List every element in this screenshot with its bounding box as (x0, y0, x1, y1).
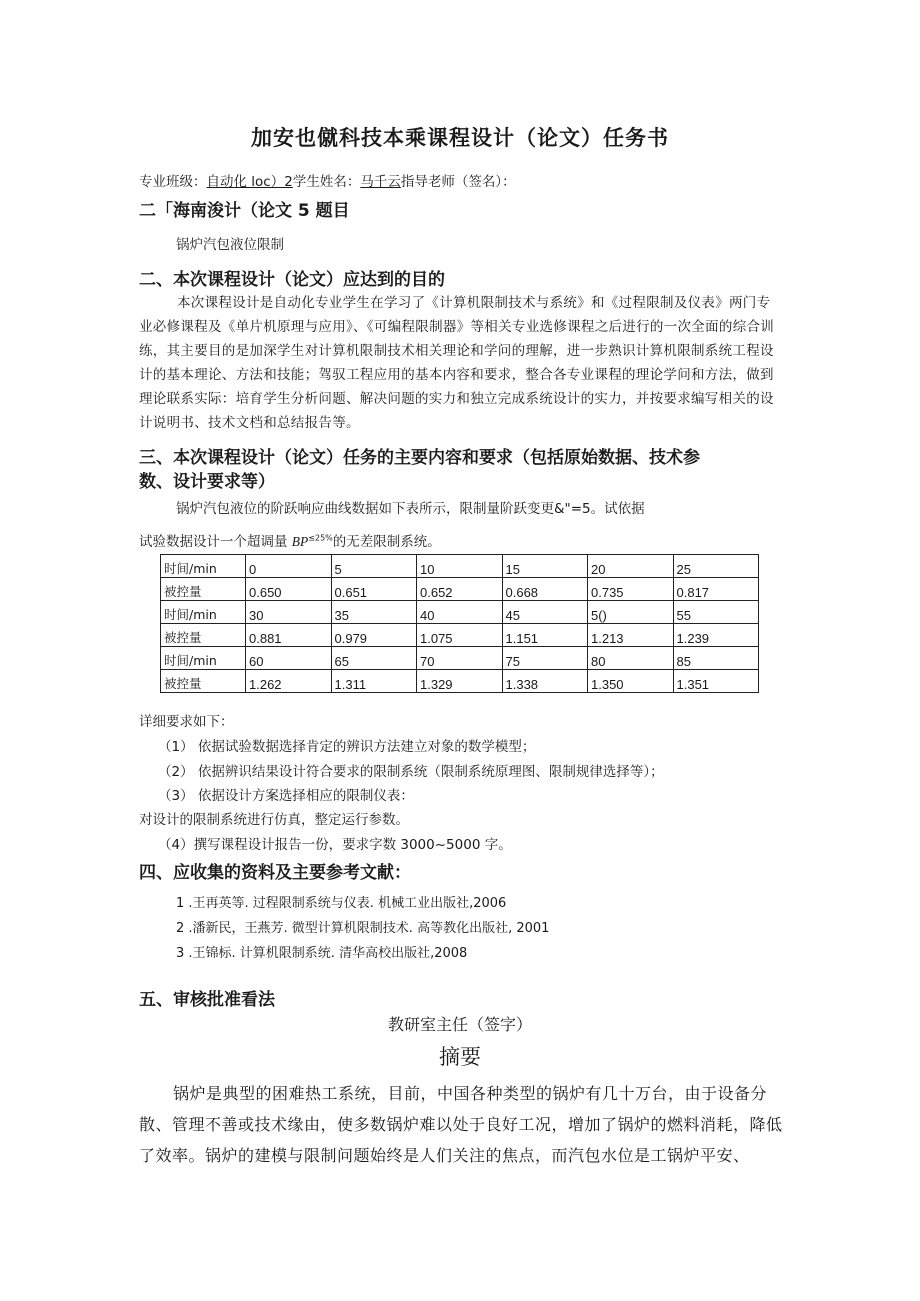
table-cell: 35 (331, 601, 417, 624)
table-cell: 0.668 (502, 578, 588, 601)
teacher-label: 指导老师（签名）： (400, 174, 516, 190)
table-cell: 80 (588, 647, 674, 670)
table-cell: 25 (673, 555, 759, 578)
table-cell: 30 (246, 601, 332, 624)
section5-heading: 五、审核批准看法 (139, 990, 275, 1010)
table-cell: 1.239 (673, 624, 759, 647)
requirements-title: 详细要求如下： (139, 714, 234, 730)
table-cell: 1.338 (502, 670, 588, 693)
table-cell: 1.351 (673, 670, 759, 693)
step-response-table (160, 554, 759, 693)
overshoot-limit: ≤25% (308, 533, 333, 543)
requirement-1: （1） 依据试验数据选择肯定的辨识方法建立对象的数学模型； (158, 739, 536, 755)
intro-text-b: 的无差限制系统。 (332, 534, 441, 550)
section2-paragraph-text: 本次课程设计是自动化专业学生在学习了《计算机限制技术与系统》和《过程限制及仪表》两门专业必修课程及《单片机原理与应用》、《可编程限制器》等相关专业选修课程之后进行的一次全面的综合训练，其主要目的是加深学生对计算机限制技术相关理论和学问的理解，进一步熟识计算机限制系统工程设计的基本理论、方法和技能；驾驭工程应用的基本内容和要求，整合各专业课程的理论学问和方法，做到理论联系实际：培育学生分析问题、解决问题的实力和独立完成系统设计的实力，并按要求编写相关的设计说明书、技术文档和总结报告等。 (139, 295, 775, 431)
table-row-header: 时间/min (161, 555, 246, 578)
reference-item: 3 .王锦标. 计算机限制系统. 清华高校出版社,2008 (176, 946, 468, 961)
table-cell: 1.329 (417, 670, 503, 693)
table-cell: 0.979 (331, 624, 417, 647)
section3-heading-line1: 三、本次课程设计（论文）任务的主要内容和要求（包括原始数据、技术参 (139, 448, 700, 468)
overshoot-symbol: BP (291, 534, 309, 549)
table-cell: 70 (417, 647, 503, 670)
reference-item: 2 .潘新民，王燕芳. 微型计算机限制技术. 高等教化出版社, 2001 (176, 921, 550, 936)
table-cell: 20 (588, 555, 674, 578)
table-cell: 40 (417, 601, 503, 624)
section2-heading: 二、本次课程设计（论文）应达到的目的 (139, 270, 445, 290)
table-row-header: 被控量 (161, 624, 246, 647)
table-cell: 1.075 (417, 624, 503, 647)
table-cell: 15 (502, 555, 588, 578)
table-cell: 0.817 (673, 578, 759, 601)
document-title: 加安也僦科技本乘课程设计（论文）任务书 (251, 126, 669, 150)
table-cell: 1.350 (588, 670, 674, 693)
table-cell: 55 (673, 601, 759, 624)
table-cell: 85 (673, 647, 759, 670)
table-row (161, 670, 759, 693)
table-row-header: 被控量 (161, 578, 246, 601)
table-cell: 65 (331, 647, 417, 670)
table-cell: 1.262 (246, 670, 332, 693)
requirement-3-continued: 对设计的限制系统进行仿真，整定运行参数。 (139, 812, 409, 828)
signature-line: 教研室主任（签字） (387, 1015, 532, 1034)
class-label: 专业班级： (139, 174, 207, 190)
section1-content: 锅炉汽包液位限制 (176, 237, 284, 253)
intro-text-a: 试验数据设计一个超调量 (139, 534, 292, 550)
requirement-3: （3） 依据设计方案选择相应的限制仪表： (158, 788, 414, 804)
table-cell: 0.651 (331, 578, 417, 601)
section4-heading: 四、应收集的资料及主要参考文献： (139, 863, 411, 883)
table-cell: 1.213 (588, 624, 674, 647)
section2-paragraph (139, 291, 784, 435)
table-row (161, 578, 759, 601)
table-row (161, 555, 759, 578)
table-row-header: 时间/min (161, 601, 246, 624)
table-row-header: 被控量 (161, 670, 246, 693)
table-cell: 60 (246, 647, 332, 670)
requirement-4: （4）撰写课程设计报告一份，要求字数 3000~5000 字。 (158, 837, 512, 853)
table-cell: 0 (246, 555, 332, 578)
table-row (161, 647, 759, 670)
requirement-2: （2） 依据辨识结果设计符合要求的限制系统（限制系统原理图、限制规律选择等）； (158, 764, 664, 780)
table-cell: 10 (417, 555, 503, 578)
table-cell: 45 (502, 601, 588, 624)
table-row (161, 624, 759, 647)
student-info-line (139, 170, 516, 190)
section1-heading: 二「海南浚计（论文 5 题目 (139, 201, 350, 221)
table-cell: 0.652 (417, 578, 503, 601)
section3-intro-line2 (139, 530, 441, 550)
abstract-paragraph-text: 锅炉是典型的困难热工系统，目前，中国各种类型的锅炉有几十万台，由于设备分散、管理不善或技术缘由，使多数锅炉难以处于良好工况，增加了锅炉的燃料消耗，降低了效率。锅炉的建模与限制问题始终是人们关注的焦点，而汽包水位是工锅炉平安、 (139, 1084, 783, 1165)
abstract-heading: 摘要 (439, 1045, 481, 1069)
student-label: 学生姓名： (292, 174, 361, 190)
table-cell: 1.311 (331, 670, 417, 693)
student-value: 马千云 (360, 174, 401, 190)
table-cell: 0.735 (588, 578, 674, 601)
table-row (161, 601, 759, 624)
table-cell: 5() (588, 601, 674, 624)
section3-heading-line2: 数、设计要求等） (139, 472, 275, 492)
table-cell: 1.151 (502, 624, 588, 647)
table-cell: 5 (331, 555, 417, 578)
section3-intro-line1: 锅炉汽包液位的阶跃响应曲线数据如下表所示，限制量阶跃变更&"=5。试依据 (176, 501, 645, 517)
reference-item: 1 .王再英等. 过程限制系统与仪表. 机械工业出版社,2006 (176, 896, 507, 911)
table-cell: 0.650 (246, 578, 332, 601)
table-row-header: 时间/min (161, 647, 246, 670)
table-cell: 0.881 (246, 624, 332, 647)
class-value: 自动化 loc）2 (206, 174, 293, 190)
table-cell: 75 (502, 647, 588, 670)
abstract-paragraph (139, 1078, 789, 1171)
